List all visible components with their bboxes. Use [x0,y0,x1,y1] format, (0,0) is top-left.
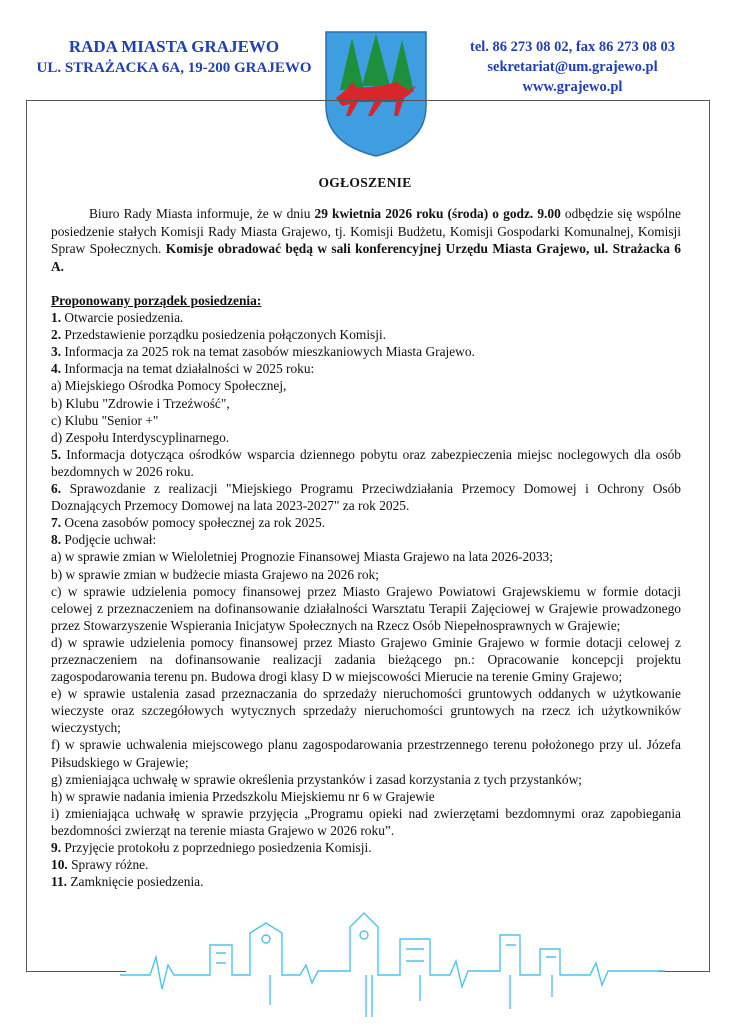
meeting-date: 29 kwietnia 2026 roku (środa) o godz. 9.00 [314,206,561,221]
agenda-item [51,548,681,565]
agenda-item-number: 5. [51,446,62,462]
agenda-item-text: Ocena zasobów pomocy społecznej za rok 2025. [61,515,326,531]
agenda-item-text: h) w sprawie nadania imienia Przedszkolu Miejskiemu nr 6 w Grajewie [51,788,435,804]
agenda-item [51,326,681,343]
city-skyline-decoration [120,905,665,1020]
website-link[interactable]: www.grajewo.pl [522,79,623,95]
agenda-item [51,856,681,873]
agenda-item-number: 1. [51,310,62,326]
agenda-item [51,395,681,412]
agenda-item-text: Zamknięcie posiedzenia. [67,874,204,890]
agenda-item [51,634,681,685]
agenda-list [51,309,681,890]
agenda-item [51,771,681,788]
agenda-item-text: c) Klubu "Senior +" [51,412,159,428]
council-name: RADA MIASTA GRAJEWO [68,37,280,56]
agenda-item-text: Informacja dotycząca ośrodków wsparcia dziennego pobytu oraz zabezpieczenia miejsc noclegowych dla osób bezdomnych w 2026 roku. [51,446,681,479]
agenda-item [51,531,681,548]
agenda-item [51,873,681,890]
agenda-item [51,309,681,326]
announcement-intro [51,205,681,275]
agenda-item-text: Otwarcie posiedzenia. [61,310,184,326]
agenda-item-text: c) w sprawie udzielenia pomocy finansowej przez Miasto Grajewo Powiatowi Grajewskiemu w formie dotacji celowej z przeznaczeniem na dofinansowanie działalności Warsztatu Terapii Zajęciowej w Grajewie prowadzonego przez Stowarzyszenie Wspierania Inicjatyw Społecznych na Rzecz Osób Niepełnosprawnych w Grajewie; [51,583,681,633]
agenda-item [51,412,681,429]
agenda [51,292,681,890]
agenda-item-number: 7. [51,515,62,531]
agenda-item-text: b) w sprawie zmian w budżecie miasta Grajewo na 2026 rok; [51,566,379,582]
agenda-item [51,480,681,514]
agenda-item-text: d) Zespołu Interdyscyplinarnego. [51,429,230,445]
agenda-item-number: 11. [51,874,67,890]
agenda-item-text: Przyjęcie protokołu z poprzedniego posiedzenia Komisji. [61,840,372,855]
agenda-item-text: i) zmieniająca uchwałę w sprawie przyjęcia „Programu opieki nad zwierzętami bezdomnymi oraz zapobiegania bezdomności zwierząt na terenie miasta Grajewo w 2026 roku”. [51,805,681,838]
agenda-item-number: 2. [51,327,62,343]
frame-bottom-left [26,971,126,972]
agenda-item-text: Informacja na temat działalności w 2025 roku: [61,361,315,377]
agenda-item [51,736,681,770]
agenda-item [51,805,681,839]
contact-header [440,37,705,97]
agenda-item-text: a) w sprawie zmian w Wieloletniej Prognozie Finansowej Miasta Grajewo na lata 2026-2033; [51,549,553,565]
agenda-item-text: a) Miejskiego Ośrodka Pomocy Społecznej, [51,378,287,394]
agenda-item [51,788,681,805]
agenda-item [51,377,681,394]
agenda-item-text: Informacja za 2025 rok na temat zasobów mieszkaniowych Miasta Grajewo. [61,344,475,360]
agenda-item-text: b) Klubu "Zdrowie i Trzeźwość", [51,395,230,411]
agenda-item [51,685,681,736]
agenda-item-text: Sprawy różne. [67,857,149,873]
agenda-item-text: Sprawozdanie z realizacji "Miejskiego Programu Przeciwdziałania Przemocy Domowej i Ochrony Osób Doznających Przemocy Domowej na lata 2023-2027" za rok 2025. [51,481,681,514]
agenda-item-text: Podjęcie uchwał: [61,532,157,548]
agenda-item-text: Przedstawienie porządku posiedzenia połączonych Komisji. [61,327,387,343]
phone-fax: tel. 86 273 08 02, fax 86 273 08 03 [470,39,675,55]
agenda-item-text: d) w sprawie udzielenia pomocy finansowej przez Miasto Grajewo Gminie Grajewo w formie dotacji celowej z przeznaczeniem na dofinansowanie realizacji zadania bieżącego pn.: Opracowanie koncepcji projektu zagospodarowania terenu pn. Budowa drogi klasy D w miejscowości Mierucie na terenie Gminy Grajewo; [51,634,681,685]
email-link[interactable]: sekretariat@um.grajewo.pl [487,59,658,75]
agenda-item-number: 4. [51,361,62,377]
agenda-item [51,839,681,856]
intro-text-2: odbędzie się wspólne posiedzenie stałych Komisji Rady Miasta Grajewo, tj. Komisji Budżetu, Komisji Gospodarki Komunalnej, Komisji Spraw Społecznych. [51,206,681,256]
agenda-item-number: 10. [51,857,68,873]
agenda-item [51,583,681,634]
meeting-location: Komisje obradować będą w sali konferencyjnej Urzędu Miasta Grajewo, ul. Strażacka 6 A. [51,241,681,274]
agenda-item-number: 3. [51,344,62,360]
intro-text-1: Biuro Rady Miasta informuje, że w dniu [89,206,315,221]
agenda-item-number: 9. [51,840,62,855]
agenda-item [51,566,681,583]
frame-bottom-right [658,971,710,972]
agenda-item-text: f) w sprawie uchwalenia miejscowego planu zagospodarowania przestrzennego terenu położonego przy ul. Józefa Piłsudskiego w Grajewie; [51,737,681,770]
agenda-item-text: g) zmieniająca uchwałę w sprawie określenia przystanków i zasad korzystania z tych przystanków; [51,771,582,787]
agenda-item [51,514,681,531]
agenda-item-text: e) w sprawie ustalenia zasad przeznaczania do sprzedaży nieruchomości gruntowych oddanych w użytkowanie wieczyste oraz szczegółowych wytycznych sprzedaży nieruchomości gruntowych na rzecz ich użytkowników wieczystych; [51,686,681,736]
agenda-item [51,360,681,377]
agenda-item [51,446,681,480]
council-address: UL. STRAŻACKA 6A, 19-200 GRAJEWO [36,60,312,76]
agenda-item-number: 8. [51,532,62,548]
agenda-item [51,429,681,446]
council-header [24,36,324,78]
agenda-heading: Proponowany porządek posiedzenia: [51,293,262,308]
announcement-title: OGŁOSZENIE [318,175,412,190]
agenda-item-number: 6. [51,481,62,497]
agenda-item [51,343,681,360]
